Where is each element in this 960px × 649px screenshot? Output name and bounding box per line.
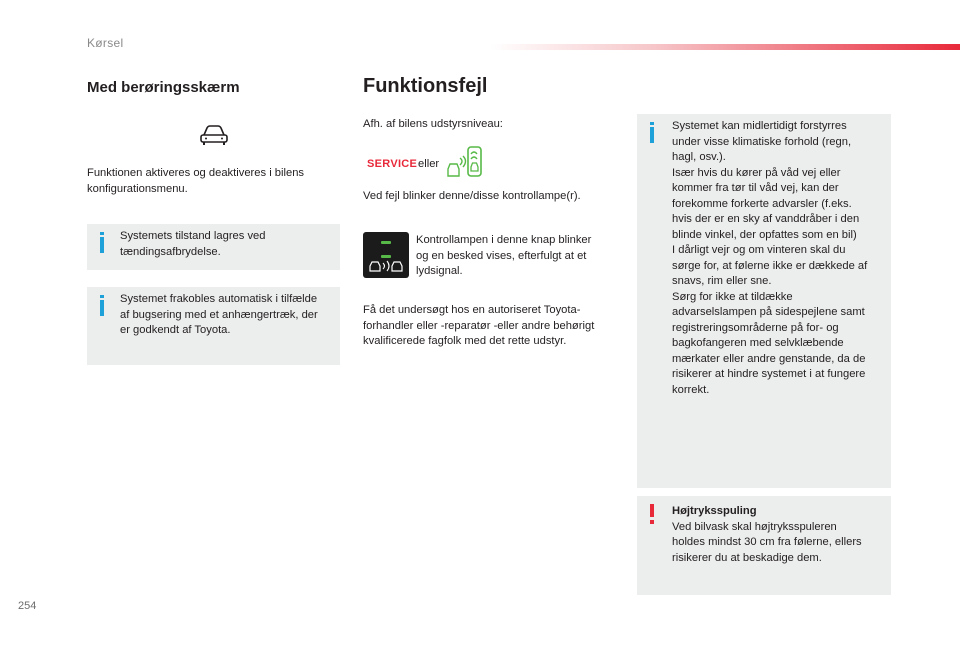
equipment-level-text: Afh. af bilens udstyrsniveau:: [363, 118, 503, 130]
left-heading: Med berøringsskærm: [87, 79, 240, 96]
warning-title: Højtryksspuling: [672, 505, 757, 517]
left-paragraph: Funktionen aktiveres og deaktiveres i bilens konfigurationsmenu.: [87, 167, 305, 195]
car-outline-icon: [198, 122, 230, 148]
blind-spot-warning-lamp-icon: [445, 145, 485, 181]
middle-heading: Funktionsfejl: [363, 75, 488, 97]
header-accent-bar: [490, 44, 960, 50]
info-box-text: Systemets tilstand lagres ved tændingsafbrydelse.: [120, 230, 266, 258]
info-box-text: Systemet frakobles automatisk i tilfælde af bugsering med et anhængertræk, der er godkendt af Toyota.: [120, 293, 318, 336]
warning-box-text: Højtryksspuling Ved bilvask skal højtryksspuleren holdes mindst 30 cm fra følerne, ellers risikerer du at beskadige dem.: [672, 504, 888, 566]
page-number: 254: [18, 600, 37, 612]
info-box-state: [87, 224, 340, 270]
info-box-towing: [87, 287, 340, 365]
info-box-text: Systemet kan midlertidigt forstyrres under visse klimatiske forhold (regn, hagl, osv.). Især hvis du kører på våd vej eller kommer fra tør til våd vej, kan der forekomme forkerte advarsler (f.eks. hvis der er en sky af vanddråber i den blinde vinkel, der opfattes som en bil) I dårligt vejr og om vinteren skal du sørge for, at følerne ikke er dækkede af snavs, rim eller sne. Sørg for ikke at tildække advarselslampen på sidespejlene samt registreringsområderne på for- og bagkofangeren med selvklæbende mærkater eller andre genstande, da de risikerer at hindre systemet i at fungere korrekt.: [672, 120, 868, 396]
info-icon: [100, 237, 104, 253]
info-icon: [100, 300, 104, 316]
service-warning-lamp: SERVICE: [367, 158, 418, 170]
info-box-weather: [637, 114, 891, 488]
section-title: Kørsel: [87, 36, 124, 50]
info-icon: [650, 127, 654, 143]
blind-spot-button-icon: [363, 232, 409, 278]
button-lamp-text: Kontrollampen i denne knap blinker og en besked vises, efterfulgt at et lydsignal.: [416, 234, 592, 277]
warning-box-pressure-wash: [637, 496, 891, 595]
button-lamp-graphic: [363, 232, 409, 278]
warning-exclamation-icon: [650, 504, 654, 517]
dealer-advice-text: Få det undersøgt hos en autoriseret Toyota- forhandler eller -reparatør -eller andre behørigt kvalificerede fagfolk med det rette udstyr.: [363, 304, 595, 347]
blink-text: Ved fejl blinker denne/disse kontrollampe(r).: [363, 190, 581, 202]
or-label: eller: [418, 158, 440, 170]
